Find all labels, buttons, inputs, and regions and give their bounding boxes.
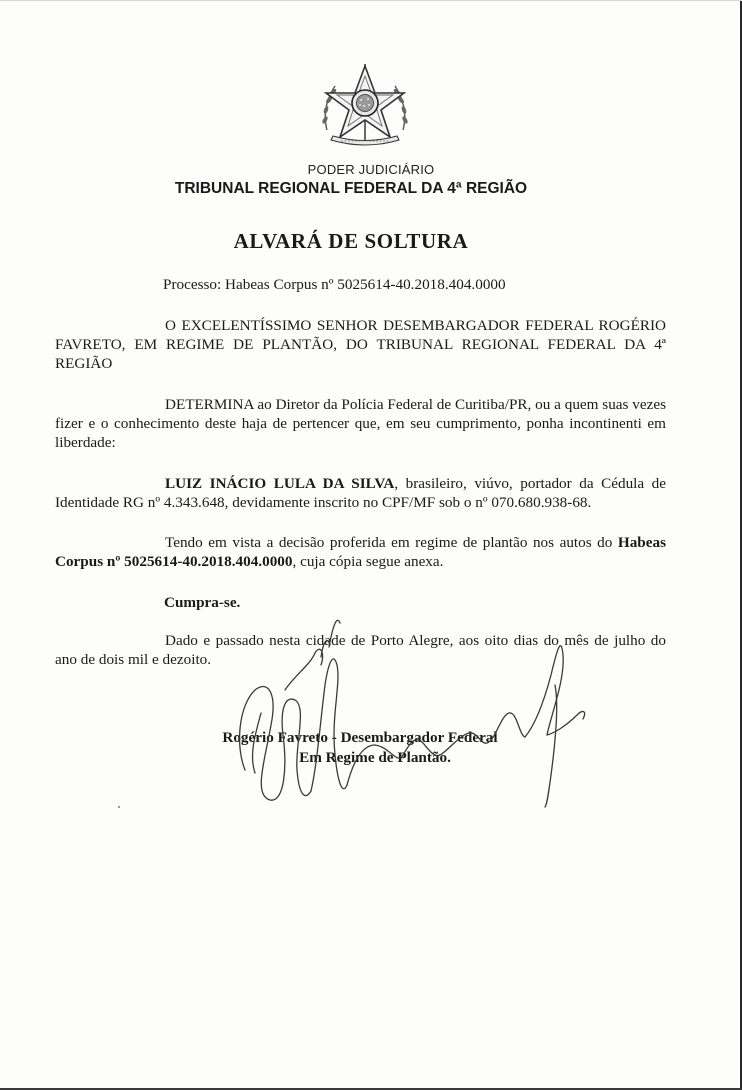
court-name-heading: TRIBUNAL REGIONAL FEDERAL DA 4ª REGIÃO	[174, 180, 528, 197]
habeas-corpus-reference: Habeas Corpus nº 5025614-40.2018.404.0000	[55, 534, 666, 570]
page-top-edge	[0, 0, 742, 1]
released-person-name: LUIZ INÁCIO LULA DA SILVA	[165, 475, 395, 492]
paper-speck	[118, 806, 120, 808]
order-paragraph: DETERMINA ao Diretor da Polícia Federal de Curitiba/PR, ou a quem suas vezes fizer e o conhecimento deste haja de pertencer que, em seu cumprimento, ponha incontinenti em liberdade:	[55, 396, 666, 451]
decision-paragraph	[55, 533, 666, 571]
authority-paragraph: O EXCELENTÍSSIMO SENHOR DESEMBARGADOR FEDERAL ROGÉRIO FAVRETO, EM REGIME DE PLANTÃO, DO TRIBUNAL REGIONAL FEDERAL DA 4ª REGIÃO	[55, 317, 666, 372]
coat-of-arms-icon	[313, 60, 417, 150]
document-title: ALVARÁ DE SOLTURA	[233, 229, 469, 253]
signatory-name: Rogério Favreto - Desembargador Federal	[222, 729, 498, 746]
decision-intro: Tendo em vista a decisão proferida em regime de plantão nos autos do	[165, 534, 618, 551]
place-date-paragraph: Dado e passado nesta cidade de Porto Alegre, aos oito dias do mês de julho do ano de dois mil e dezoito.	[55, 632, 666, 668]
released-person-details: , brasileiro, viúvo, portador da Cédula de Identidade RG nº 4.343.648, devidamente inscrito no CPF/MF sob o nº 070.680.938-68.	[55, 475, 666, 511]
handwritten-signature	[225, 595, 625, 825]
signatory-role: Em Regime de Plantão.	[299, 749, 451, 766]
process-reference: Processo: Habeas Corpus nº 5025614-40.2018.404.0000	[163, 276, 506, 293]
judiciary-power-heading: PODER JUDICIÁRIO	[307, 162, 435, 177]
released-person-paragraph	[55, 474, 666, 512]
decision-closing: , cuja cópia segue anexa.	[292, 553, 444, 570]
comply-statement: Cumpra-se.	[164, 594, 241, 611]
